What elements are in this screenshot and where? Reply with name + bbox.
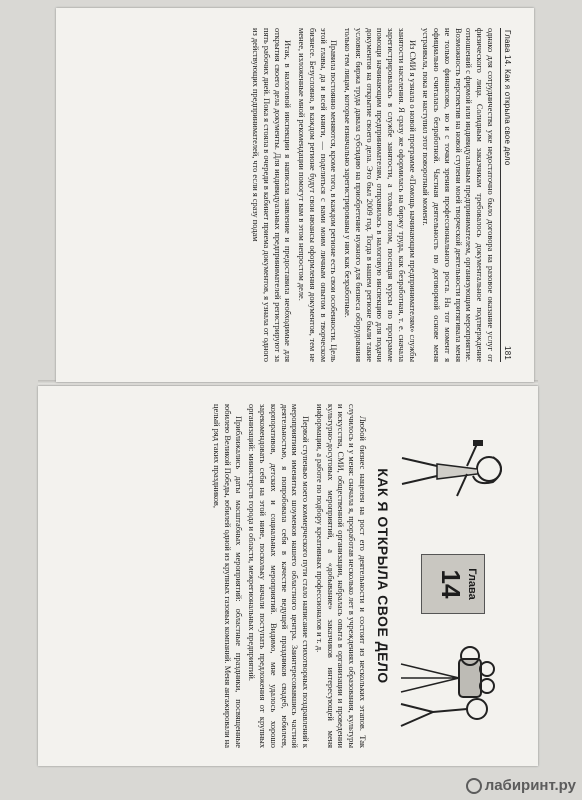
chapter-number-box: [421, 554, 485, 614]
paragraph: Первой ступенью моего коммерческого пути стало написание стихотворных поздравлений к мероприятиям именитых шоуменов нашего областного центра. Заинтересовавшись частной деятельностью, я попробовала себя в качестве ведущей праздников свадеб, юбилеев, корпоративов, детских и социальных мероприятий. Видимо, мне удалось хорошо зарекомендовать себя на этой ниве, поскольку начали поступать предложения от крупных организаций: министерств города и области, межрегиональных предприятий.: [247, 404, 311, 748]
chapter-title: КАК Я ОТКРЫЛА СВОЕ ДЕЛО: [375, 468, 391, 684]
chapter-label: Глава: [466, 568, 478, 600]
labirint-watermark: [466, 777, 576, 794]
page-181-content: [70, 20, 520, 370]
paragraph: Правила постоянно меняются, кроме того, в каждом регионе есть свои особенности. Цель этой главы, да и всей книги, — поделиться с вами моим личным опытом в творческом бизнесе. Безусловно, в каждом регионе будут свои нюансы оформления документов, тем не менее, изложенные мной рекомендации помогут вам в этом непростом деле.: [297, 28, 339, 362]
paragraph: Любой бизнес нацелен на рост его деятельности и состоит из нескольких этапов. Так случилось и у меня: сначала я, проработав несколько лет в учреждениях образования, культуры и искусства, СМИ, общественной организации, набралась опыта в организации и проведении культурно-досуговых мероприятий, а «добывание» заказчиков интересующей меня информации, а работе по подбору креативных профессионалов и т. д.: [315, 404, 367, 748]
paragraph: Из СМИ я узнала о новой программе «Помощь начинающим предпринимателям» службы занятости населения. Я сразу же оформилась на биржу труда, как безработная, т. е. сначала зарегистрировалась в службе занятости, а только потом, посещая курсы по программе помощи начинающим предпринимателям, отправилась в налоговую инспекцию для подачи документов на открытие своего дела. Это был 2009 год. Тогда в нашем регионе были такие условия: биржа труда давала субсидию на приобретение нужного для бизнеса оборудования только тем лицам, которые изначально зарегистрированы у них как безработные.: [343, 28, 417, 362]
book-page-181: [56, 8, 534, 382]
book-page-chapter-start: [38, 386, 538, 766]
header-chapter-title: Глава 14. Как я открыла свое дело: [503, 30, 512, 166]
paragraph: Приближались даты масштабных мероприятий: областные праздники, посвященные юбилею Великой Победы, юбилей одной из крупных газовых компаний. Меня ангажировали на целый ряд таких праздников,: [212, 404, 243, 748]
running-header: [500, 28, 512, 362]
watermark-text: лабиринт.ру: [484, 776, 576, 794]
page-number: 181: [503, 346, 512, 360]
chapter-illustration: [395, 404, 515, 748]
chapter-number: 14: [436, 569, 466, 599]
cameraman-illustration: [396, 634, 511, 744]
paragraph: Итак, в налоговой инспекции я написала заявление и предоставила необходимые для открытия своего дела документы. Для индивидуальных предпринимателей регистрируют за пять рабочих дней. Пока я стояла в очереди в кабинет приема документов, я узнала от одного из действующих предпринимателей, что если я сразу подам: [251, 28, 293, 362]
labirint-logo-icon: [466, 778, 482, 794]
chapter-page-content: [53, 396, 523, 756]
paragraph: однако для сотрудничества уже недостаточно было договора на разовое оказание услуг от физического лица. Солидным заказчикам требовалось документальное подтверждение отношений с фирмой или индивидуальным предпринимателем, организующим мероприятие. Возможность перспектив на новой ступени моей творческой деятельности притягивала меня не только финансово, но и с точки зрения профессионального роста. На тот момент я официально считалась безработной. Частная деятельность по договорной основе меня устраивала, пока не наступил этот поворотный момент.: [421, 28, 495, 362]
woman-with-microphone-illustration: [397, 424, 507, 514]
